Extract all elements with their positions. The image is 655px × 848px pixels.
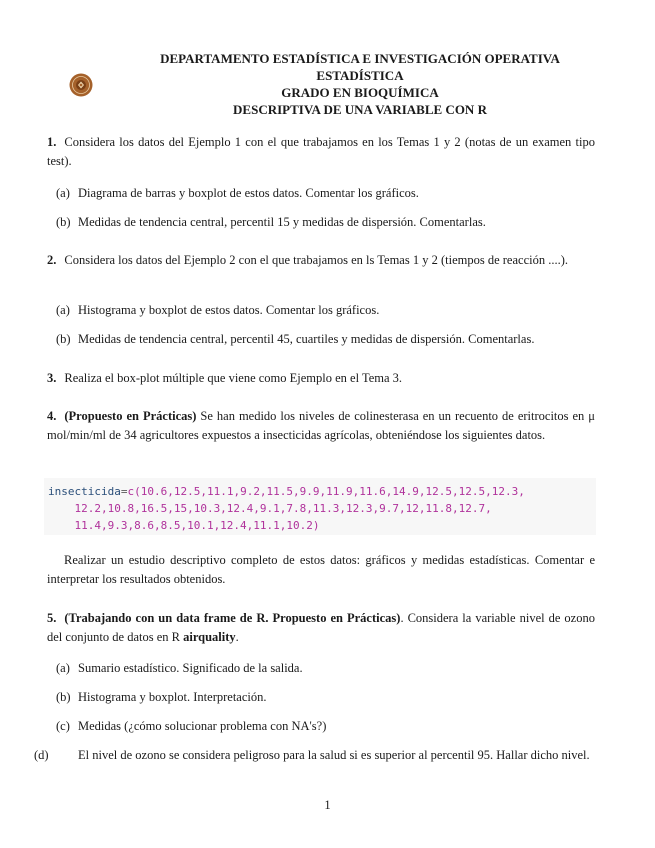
question-text: Considera los datos del Ejemplo 1 con el que trabajamos en los Temas 1 y 2 (notas de un examen tipo test). — [47, 135, 595, 168]
list-item — [34, 746, 618, 765]
code-content — [44, 478, 596, 534]
item-label: (d) — [34, 748, 49, 762]
question-title: (Propuesto en Prácticas) — [64, 409, 197, 423]
page-number: 1 — [324, 798, 331, 812]
question-number: 2. — [47, 253, 57, 267]
item-text: Histograma y boxplot. Interpretación. — [78, 690, 267, 704]
question-4-followup — [47, 551, 595, 589]
question-text: Considera los datos del Ejemplo 2 con el que trabajamos en ls Temas 1 y 2 (tiempos de reacción ....). — [64, 253, 569, 267]
dataset-name: airquality — [183, 630, 236, 644]
question-number: 3. — [47, 371, 57, 385]
item-label: (b) — [56, 690, 71, 704]
item-text: Medidas (¿cómo solucionar problema con NA's?) — [78, 719, 327, 733]
code-variable: insecticida — [48, 485, 121, 498]
question-5 — [47, 609, 595, 647]
question-number: 4. — [47, 409, 57, 423]
header-subject: ESTADÍSTICA — [316, 68, 404, 83]
list-item — [56, 330, 596, 349]
list-item — [56, 301, 596, 320]
r-code-block — [44, 478, 596, 535]
header-topic: DESCRIPTIVA DE UNA VARIABLE CON R — [233, 102, 487, 117]
list-item — [56, 717, 596, 736]
item-label: (b) — [56, 332, 71, 346]
item-label: (a) — [56, 186, 70, 200]
document-header — [120, 50, 600, 118]
list-item — [56, 659, 596, 678]
item-label: (a) — [56, 661, 70, 675]
question-4 — [47, 407, 595, 445]
question-3 — [47, 369, 595, 388]
list-item — [56, 688, 596, 707]
item-label: (a) — [56, 303, 70, 317]
code-line-1: c(10.6,12.5,11.1,9.2,11.5,9.9,11.9,11.6,14.9,12.5,12.5,12.3, — [127, 485, 525, 498]
question-2 — [47, 251, 595, 270]
item-label: (c) — [56, 719, 70, 733]
question-text: Se han medido los niveles de colinesterasa en un recuento de eritrocitos en μ mol/min/ml de 34 agricultores expuestos a insecticidas agrícolas, obteniéndose los siguientes datos. — [47, 409, 595, 442]
university-seal-icon — [69, 73, 93, 97]
code-operator: = — [120, 485, 128, 498]
item-text: Medidas de tendencia central, percentil 45, cuartiles y medidas de dispersión. Comentarlas. — [78, 332, 535, 346]
question-number: 1. — [47, 135, 57, 149]
code-line-2: 12.2,10.8,16.5,15,10.3,12.4,9.1,7.8,11.3,12.3,9.7,12,11.8,12.7, — [48, 502, 492, 515]
item-text: Sumario estadístico. Significado de la salida. — [78, 661, 303, 675]
code-line-3: 11.4,9.3,8.6,8.5,10.1,12.4,11.1,10.2) — [48, 519, 320, 532]
item-text: El nivel de ozono se considera peligroso para la salud si es superior al percentil 95. Hallar dicho nivel. — [78, 748, 590, 762]
list-item — [56, 184, 596, 203]
item-text: Medidas de tendencia central, percentil 15 y medidas de dispersión. Comentarlas. — [78, 215, 486, 229]
question-text: Realiza el box-plot múltiple que viene como Ejemplo en el Tema 3. — [64, 371, 403, 385]
question-text-end: . — [235, 630, 239, 644]
item-label: (b) — [56, 215, 71, 229]
header-degree: GRADO EN BIOQUÍMICA — [281, 85, 439, 100]
list-item — [56, 213, 596, 232]
question-text: . Considera la variable nivel de ozono del conjunto de datos en R — [47, 611, 595, 644]
question-number: 5. — [47, 611, 57, 625]
question-title: (Trabajando con un data frame de R. Propuesto en Prácticas) — [64, 611, 401, 625]
item-text: Diagrama de barras y boxplot de estos datos. Comentar los gráficos. — [78, 186, 419, 200]
followup-text: Realizar un estudio descriptivo completo de estos datos: gráficos y medidas estadísticas. Comentar e interpretar los resultados obtenidos. — [47, 553, 595, 586]
header-department: DEPARTAMENTO ESTADÍSTICA E INVESTIGACIÓN OPERATIVA — [160, 51, 560, 66]
question-1 — [47, 133, 595, 171]
item-text: Histograma y boxplot de estos datos. Comentar los gráficos. — [78, 303, 380, 317]
